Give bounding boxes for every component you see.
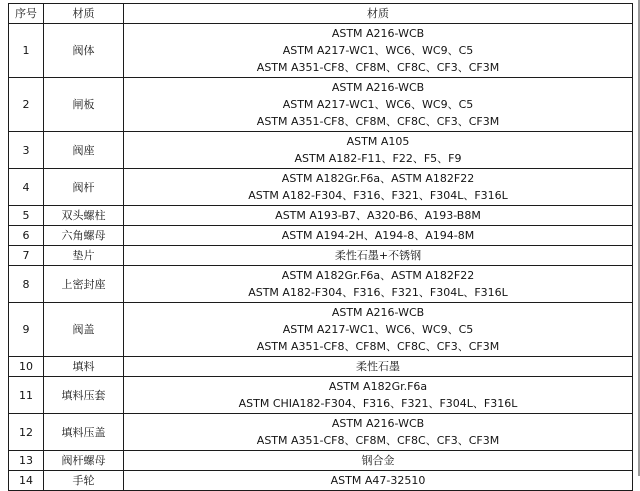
- part-name-cell: 阀杆螺母: [44, 451, 124, 471]
- material-spec-table: [8, 3, 633, 491]
- row-number-cell: 13: [9, 451, 44, 471]
- material-cell: [124, 78, 633, 132]
- material-line: ASTM A105: [346, 135, 410, 148]
- material-line: ASTM A193-B7、A320-B6、A193-B8M: [275, 209, 481, 222]
- header-cell-part: 材质: [44, 4, 124, 24]
- row-number-cell: 10: [9, 357, 44, 377]
- material-line: ASTM A216-WCB: [331, 27, 425, 40]
- table-body: [9, 24, 633, 491]
- material-cell: [124, 451, 633, 471]
- row-number-cell: 11: [9, 377, 44, 414]
- table-row: [9, 303, 633, 357]
- part-name-cell: 上密封座: [44, 266, 124, 303]
- material-line: ASTM A182Gr.F6a、ASTM A182F22: [281, 269, 475, 282]
- table-row: [9, 471, 633, 491]
- material-line: ASTM A351-CF8、CF8M、CF8C、CF3、CF3M: [256, 61, 500, 74]
- table-row: [9, 169, 633, 206]
- material-line: ASTM A217-WC1、WC6、WC9、C5: [282, 98, 474, 111]
- material-cell: [124, 377, 633, 414]
- material-line: ASTM CHIA182-F304、F316、F321、F304L、F316L: [238, 397, 518, 410]
- part-name-cell: 填料压套: [44, 377, 124, 414]
- material-cell: [124, 132, 633, 169]
- material-cell: [124, 266, 633, 303]
- material-line: ASTM A217-WC1、WC6、WC9、C5: [282, 44, 474, 57]
- part-name-cell: 阀座: [44, 132, 124, 169]
- material-line: ASTM A194-2H、A194-8、A194-8M: [281, 229, 475, 242]
- table-row: [9, 78, 633, 132]
- table-row: [9, 377, 633, 414]
- part-name-cell: 填料: [44, 357, 124, 377]
- row-number-cell: 1: [9, 24, 44, 78]
- material-line: ASTM A217-WC1、WC6、WC9、C5: [282, 323, 474, 336]
- material-line: ASTM A182Gr.F6a: [328, 380, 428, 393]
- table-row: [9, 226, 633, 246]
- row-number-cell: 6: [9, 226, 44, 246]
- table-row: [9, 451, 633, 471]
- table-row: [9, 24, 633, 78]
- material-line: ASTM A351-CF8、CF8M、CF8C、CF3、CF3M: [256, 340, 500, 353]
- material-line: ASTM A351-CF8、CF8M、CF8C、CF3、CF3M: [256, 434, 500, 447]
- material-cell: [124, 414, 633, 451]
- part-name-cell: 阀体: [44, 24, 124, 78]
- material-line: ASTM A216-WCB: [331, 306, 425, 319]
- material-cell: [124, 246, 633, 266]
- part-name-cell: 垫片: [44, 246, 124, 266]
- material-line: ASTM A182-F11、F22、F5、F9: [294, 152, 462, 165]
- material-line: 钢合金: [361, 454, 395, 467]
- table-row: [9, 206, 633, 226]
- material-cell: [124, 303, 633, 357]
- material-line: ASTM A182-F304、F316、F321、F304L、F316L: [248, 189, 508, 202]
- material-cell: [124, 206, 633, 226]
- header-cell-material: 材质: [124, 4, 633, 24]
- material-line: ASTM A216-WCB: [331, 81, 425, 94]
- material-line: ASTM A351-CF8、CF8M、CF8C、CF3、CF3M: [256, 115, 500, 128]
- header-cell-serial: 序号: [9, 4, 44, 24]
- part-name-cell: 六角螺母: [44, 226, 124, 246]
- material-cell: [124, 471, 633, 491]
- material-line: ASTM A47-32510: [330, 474, 426, 487]
- table-row: [9, 266, 633, 303]
- material-line: ASTM A216-WCB: [331, 417, 425, 430]
- header-row: [9, 4, 633, 24]
- material-line: ASTM A182Gr.F6a、ASTM A182F22: [281, 172, 475, 185]
- material-line: ASTM A182-F304、F316、F321、F304L、F316L: [248, 286, 508, 299]
- row-number-cell: 4: [9, 169, 44, 206]
- material-cell: [124, 226, 633, 246]
- row-number-cell: 7: [9, 246, 44, 266]
- row-number-cell: 12: [9, 414, 44, 451]
- row-number-cell: 14: [9, 471, 44, 491]
- table-row: [9, 132, 633, 169]
- material-cell: [124, 357, 633, 377]
- part-name-cell: 填料压盖: [44, 414, 124, 451]
- material-line: 柔性石墨: [356, 360, 400, 373]
- material-cell: [124, 169, 633, 206]
- table-row: [9, 246, 633, 266]
- part-name-cell: 阀盖: [44, 303, 124, 357]
- material-cell: [124, 24, 633, 78]
- part-name-cell: 双头螺柱: [44, 206, 124, 226]
- material-line: 柔性石墨+不锈钢: [334, 249, 422, 262]
- row-number-cell: 9: [9, 303, 44, 357]
- part-name-cell: 手轮: [44, 471, 124, 491]
- row-number-cell: 5: [9, 206, 44, 226]
- table-row: [9, 414, 633, 451]
- row-number-cell: 3: [9, 132, 44, 169]
- part-name-cell: 闸板: [44, 78, 124, 132]
- row-number-cell: 8: [9, 266, 44, 303]
- table-row: [9, 357, 633, 377]
- part-name-cell: 阀杆: [44, 169, 124, 206]
- row-number-cell: 2: [9, 78, 44, 132]
